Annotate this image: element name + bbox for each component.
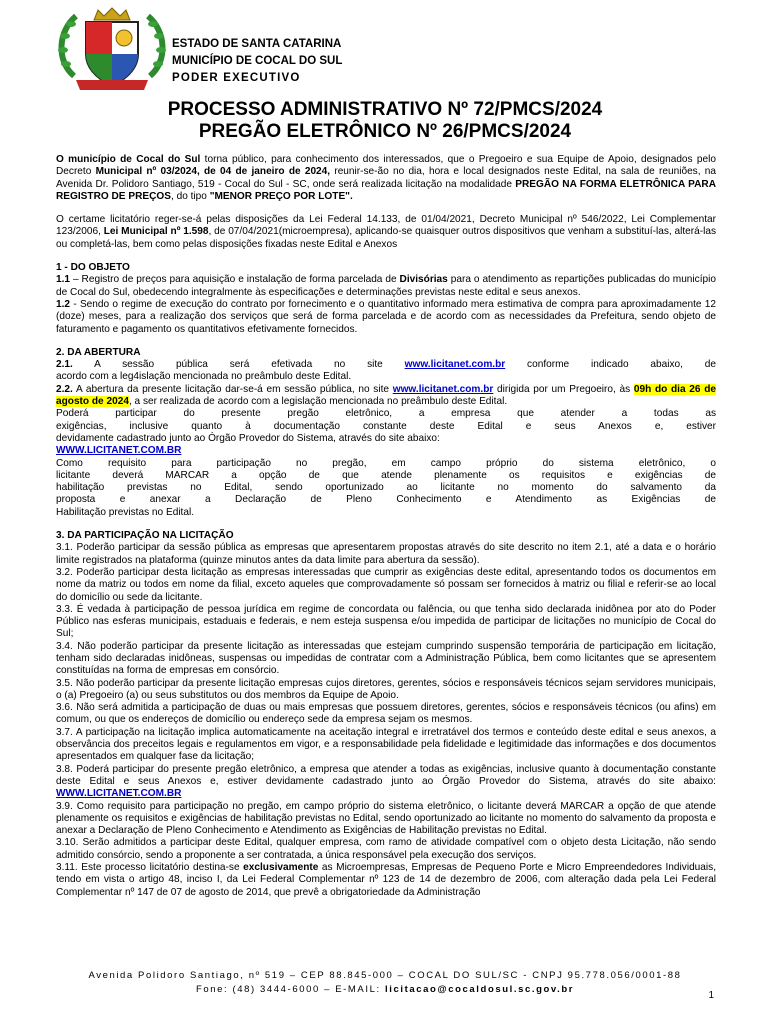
page-number: 1 [708,990,714,1001]
licitanet-link[interactable]: www.licitanet.com.br [404,359,506,371]
requirement-line: proposta e anexar a Declaração de Pleno Conhecimento e Atendimento as Exigências de [56,494,716,506]
item-3-2: 3.2. Poderão participar desta licitação as empresas interessadas que cumprir as exigências deste edital, apresentando todos os documentos em nome da matriz ou todos em nome da filial, exceto aqueles que comprovadamente só possam ser fornecidos à matriz ou filial e referir-se ao local do domicílio ou sede da licitante. [56,566,716,603]
header-municipality: MUNICÍPIO DE COCAL DO SUL [172,55,343,67]
item-text: para o atendimento as repartições publicadas do município de Cocal do Sul, obedecendo integralmente às especificações e determinações previstas neste edital e seus anexos. [56,274,716,298]
item-text: , a ser realizada de acordo com a legislação mencionada no preâmbulo deste Edital. [128,396,508,408]
item-number: 2.1. [56,359,73,371]
item-3-3: 3.3. É vedada à participação de pessoa jurídica em regime de concordata ou falência, ou que tenha sido declarada inidônea por ato do Poder Público nas esferas municipais, estaduais e federais, e nem esteja suspensa e/ou impedida de participar de licitações no município de Cocal do Sul; [56,603,716,640]
participation-line: exigências, inclusive quanto à documentação constante deste Edital e seus Anexos e, estiver [56,420,716,432]
letterhead [54,6,354,98]
intro-text: reunir-se-ão no dia, hora e local designados neste Edital, na sala de reuniões, na Avenida Dr. Polidoro Santiago, 519 - Cocal do Sul - SC, onde será realizada licitação na modalidade [56,166,716,190]
licitanet-link-upper[interactable]: WWW.LICITANET.COM.BR [56,445,182,457]
item-emphasis: exclusivamente [243,862,319,874]
section-heading-opening: 2. DA ABERTURA [56,346,141,358]
document-body [56,154,716,899]
item-3-7: 3.7. A participação na licitação implica automaticamente na aceitação integral e irretratável dos termos e conteúdo deste edital e seus anexos, a observância dos preceitos legais e regulamentos em vigor, e a responsabilidade pela fidelidade e legitimidade das informações e dos documentos apresentados em qualquer fase da licitação; [56,726,716,763]
item-number: 1.2 [56,298,71,310]
item-3-6: 3.6. Não será admitida a participação de duas ou mais empresas que possuem diretores, gerentes, sócios e responsáveis técnicos (ou afins) em comum, ou que os endereços de domicílio ou endereço sede da empresa sejam os mesmos. [56,702,716,726]
item-2-1-cont: acordo com a leg4islação mencionada no preâmbulo deste Edital. [56,371,352,383]
item-emphasis: Divisórias [399,274,448,286]
footer-contact [0,983,770,997]
item-1-1 [56,274,716,299]
item-text: – Registro de preços para aquisição e instalação de forma parcelada de [70,274,400,286]
municipal-law: Lei Municipal nº 1.598 [103,226,209,238]
title-process: PROCESSO ADMINISTRATIVO Nº 72/PMCS/2024 [167,99,603,120]
item-text: - Sendo o regime de execução do contrato por fornecimento e o quantitativo informado mera estimativa de compra para aproximadamente 12 (doze) meses, para a realização dos serviços que será de forma parcelada e de acordo com as necessidades da Prefeitura, sendo objeto de faturamento e pagamento os quantitativos efetivamente fornecidos. [56,298,716,335]
item-text: 3.11. Este processo licitatório destina-se [56,862,244,874]
footer-phone: Fone: (48) 3444-6000 – E-MAIL: [195,984,385,995]
document-title [0,99,770,143]
item-3-8 [56,764,716,801]
page-footer [0,969,770,997]
requirement-line: licitante deverá MARCAR a opção de que atende plenamente os requisitos e exigências de [56,469,716,481]
highlighted-date: 09h do dia 26 de agosto de 2024 [56,383,716,408]
item-2-1 [56,359,716,371]
requirement-line: habilitação previstas no Edital, sendo oportunizado ao licitante no momento do salvamento da [56,482,716,494]
municipal-coat-of-arms-icon [54,6,170,92]
item-text: A sessão pública será efetivada no site [72,359,405,371]
item-3-5: 3.5. Não poderão participar da presente licitação empresas cujos diretores, gerentes, sócios e responsáveis técnicos sejam servidores municipais, o (a) Pregoeiro (a) ou seus substitutos ou dos membros da Equipe de Apoio. [56,677,716,701]
item-text: as Microempresas, Empresas de Pequeno Porte e Micro Empreendedores Individuais, tendo em vista o artigo 48, inciso I, da Lei Federal Complementar nº 123 de 14 de dezembro de 2006, com alteração dada pela Lei Federal Complementar nº 147 de 07 de agosto de 2014, que prevê a obrigatoriedade da Administração [56,862,717,898]
legal-text: , de 07/04/2021(microempresa), aplicando-se quaisquer outros dispositivos que venham a substituí-las, alterá-las ou completá-las, bem como pelas disposições fixadas neste Edital e Anexos [56,226,717,250]
section-heading-object: 1 - DO OBJETO [56,262,130,274]
intro-decree: Municipal nº 03/2024, de 04 de janeiro de 2024, [95,166,331,178]
item-3-11 [56,862,716,899]
item-text: dirigida por um Pregoeiro, às [493,383,634,395]
requirement-line: Como requisito para participação no pregão, em campo próprio do sistema eletrônico, o [56,457,716,469]
intro-text: , do tipo [170,190,210,202]
licitanet-link-upper[interactable]: WWW.LICITANET.COM.BR [56,788,182,800]
intro-municipality: O município de Cocal do Sul [56,154,201,165]
intro-type: "MENOR PREÇO POR LOTE". [209,190,353,202]
item-text: A abertura da presente licitação dar-se-á em sessão pública, no site [72,383,393,395]
item-3-4: 3.4. Não poderão participar da presente licitação as interessadas que estejam cumprindo suspensão temporária de participação em licitação, tenham sido declaradas inidôneas, suspensas ou impedidas de contratar com a Administração Pública, bem como licitantes que se apresentem constituídas na forma de empresas em consórcio. [56,640,716,677]
header-branch: PODER EXECUTIVO [172,72,301,84]
legal-basis-paragraph [56,214,716,251]
item-3-1: 3.1. Poderão participar da sessão pública as empresas que apresentarem propostas através do site descrito no item 2.1, até a data e o horário limite registrados na plataforma (quinze minutos antes da data limite para abertura da sessão). [56,542,716,566]
item-3-9: 3.9. Como requisito para participação no pregão, em campo próprio do sistema eletrônico, o licitante deverá MARCAR a opção de que atende plenamente os requisitos e exigências de habilitação previstas no Edital, sendo oportunizado ao licitante no momento do salvamento da proposta e anexar a Declaração de Pleno Conhecimento e Atendimento as Exigências de Habilitação previstas no Edital. [56,800,716,837]
item-text: 3.8. Poderá participar do presente pregão eletrônico, a empresa que atender a todas as exigências, inclusive quanto à documentação constante deste Edital e seus Anexos e, estiver devidamente cadastrado junto ao Órgão Provedor do Sistema, através do site abaixo: [56,763,716,787]
item-2-2 [56,384,716,409]
item-1-2 [56,299,716,336]
intro-paragraph [56,154,716,203]
licitanet-link[interactable]: www.licitanet.com.br [392,383,494,395]
footer-email: licitacao@cocaldosul.sc.gov.br [384,984,575,995]
item-number: 1.1 [56,274,71,286]
section-heading-participation: 3. DA PARTICIPAÇÃO NA LICITAÇÃO [56,530,234,542]
intro-text: torna público, para conhecimento dos interessados, que o Pregoeiro e sua Equipe de Apoio, designados pelo Decreto [56,154,716,178]
header-state: ESTADO DE SANTA CATARINA [172,38,342,50]
title-auction: PREGÃO ELETRÔNICO Nº 26/PMCS/2024 [198,121,572,142]
item-number: 2.2. [56,383,73,395]
item-text: conforme indicado abaixo, de [505,359,716,371]
participation-line: devidamente cadastrado junto ao Órgão Provedor do Sistema, através do site abaixo: [56,432,440,444]
legal-text: O certame licitatório reger-se-á pelas disposições da Lei Federal 14.133, de 01/04/2021, Decreto Municipal nº 546/2022, Lei Complementar 123/2006, [56,214,716,238]
participation-line: Poderá participar do presente pregão eletrônico, a empresa que atender a todas as [56,408,716,420]
footer-address: Avenida Polidoro Santiago, nº 519 – CEP 88.845-000 – COCAL DO SUL/SC - CNPJ 95.778.056/0001-88 [88,970,682,981]
item-3-10: 3.10. Serão admitidos a participar deste Edital, qualquer empresa, com ramo de atividade compatível com o objeto desta Licitação, não sendo admitido consórcio, sendo a proponente a ser contratada, a única responsável pela execução dos serviços. [56,837,716,861]
intro-modality: PREGÃO NA FORMA ELETRÔNICA PARA REGISTRO DE PREÇOS [56,178,716,202]
requirement-line: Habilitação previstas no Edital. [56,506,195,518]
